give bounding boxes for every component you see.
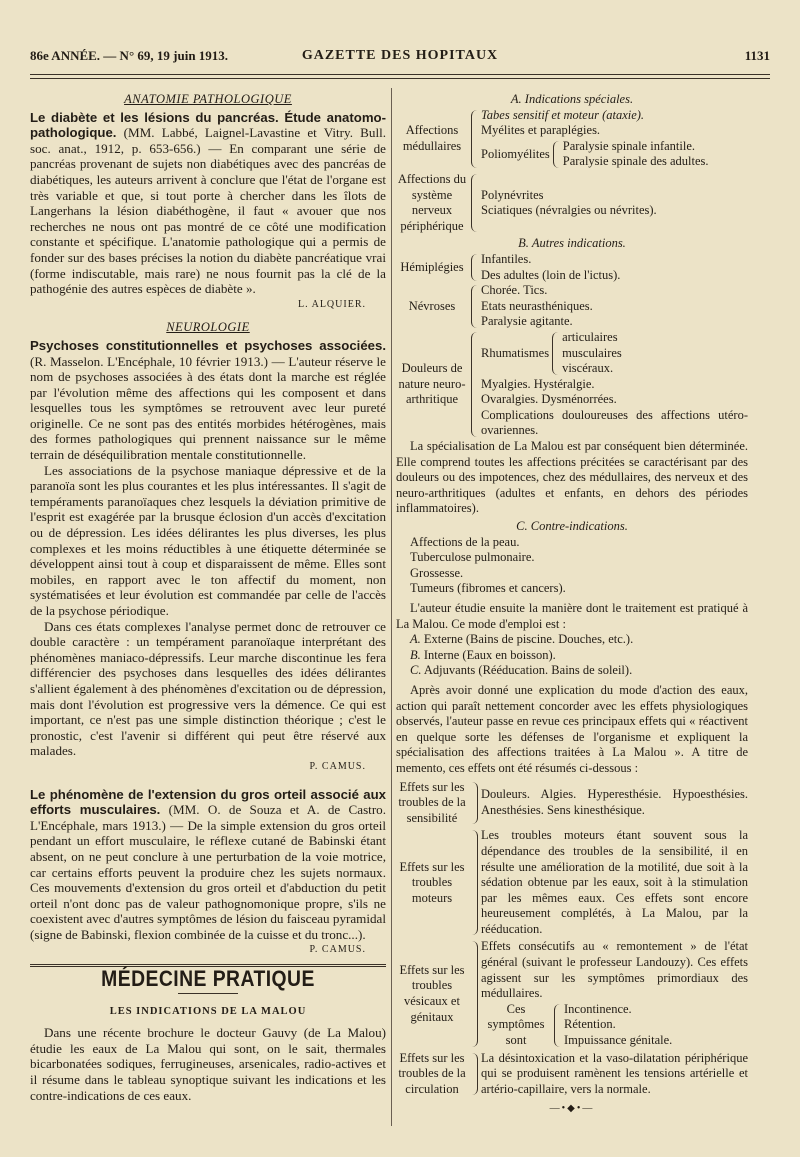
group-label: Névroses xyxy=(408,298,456,313)
contra-item: Grossesse. xyxy=(410,565,464,580)
mode-item: A. Externe (Bains de piscine. Douches, etc.). xyxy=(410,632,634,647)
paragraph: Les associations de la psychose maniaque dépressive et de la paranoïa sont les plus courantes et les plus intéressantes. Il s'agit de tempéraments paranoïaques chez lesquels la déviation primitive de l'esprit est exagérée par la brusque éclosion d'un accès d'excitation ou de dépression. Les idées délirantes les plus diverses, les plus complexes et les moins réductibles à une étiquette déterminée se développent ainsi tout à coup et disparaissent de même. Elles sont mobiles, en rapport avec le ton affectif du moment, non systématisées et leur évolution est commandée par celle de l'accès de la psychose périodique. xyxy=(30,462,386,618)
item: Incontinence. xyxy=(564,1001,632,1016)
article-text: (MM. Labbé, Laignel-Lavastine et Vitry. Bull. soc. anat., 1912, p. 653-656.) — En comparant une série de pancréas provenant de sujets non diabétiques avec des pancréas de diabétiques, les auteurs arrivent à conclure que l'état de l'organe est très variable et que, si tout porte à chercher dans les îlots de Langerhans la lésion diabéthogène, il faut « avouer que nos recherches ne nous ont pas montré de ce côté une modification constante et spécifique. L'anatomie pathologique qui a permis de fonder sur des bases précises la notion du diabète pancréatique vrai (forme indiscutable, mais rare) ne nous fournit pas la clé de la pathogénie des autres espèces de diabète ». xyxy=(30,125,386,297)
paragraph-mode: L'auteur étudie ensuite la manière dont le traitement est pratiqué à La Malou. Ce mode d'emploi est : xyxy=(396,601,748,631)
item: Chorée. Tics. xyxy=(481,283,548,298)
mode-item: B. Interne (Eaux en boisson). xyxy=(410,647,556,662)
page-number: 1131 xyxy=(744,48,770,63)
item: Polynévrites xyxy=(481,187,544,202)
brace xyxy=(472,1053,478,1096)
signature: L. ALQUIER. xyxy=(298,298,366,310)
item: musculaires xyxy=(562,345,622,360)
brace xyxy=(472,830,478,935)
header-rule-bottom xyxy=(30,78,770,79)
page-header xyxy=(30,48,770,68)
item: Complications douloureuses des affections utéro-ovariennes. xyxy=(481,407,748,438)
brace xyxy=(554,1004,560,1047)
article-orteil xyxy=(30,787,386,943)
paragraph: Dans ces états complexes l'analyse permet donc de retrouver ce double caractère : un tempérament paranoïaque interprétant des phénomènes maniaco-dépressifs. Leur marche discontinue les fera différencier des psychoses dans lesquelles des idées délirantes s'allient également à des phénomènes d'excitation ou de dépression, mais dont l'évolution est progressive vers la démence. Ce qui est important, ce n'est pas une simple distinction théorique ; c'est le pronostic, c'est l'avenir si différent qui peut être réservé aux malades. xyxy=(30,618,386,759)
article-title: Le diabète et les lésions du pancréas. Étude anatomo-pathologique. xyxy=(30,109,386,141)
right-column xyxy=(396,92,748,1117)
item: Paralysie agitante. xyxy=(481,314,573,329)
brace xyxy=(552,332,558,375)
heading-c: C. Contre-indications. xyxy=(516,519,628,534)
brace xyxy=(472,782,478,825)
group-items xyxy=(481,188,748,219)
section-medecine-pratique: MÉDECINE PRATIQUE xyxy=(101,966,315,992)
article-title: Psychoses constitutionnelles et psychoses associées. xyxy=(30,337,386,353)
heading-b: B. Autres indications. xyxy=(518,236,626,251)
end-ornament: —•◆•— xyxy=(549,1103,595,1115)
brace xyxy=(471,110,477,168)
issue-info: 86e ANNÉE. — N° 69, 19 juin 1913. xyxy=(30,48,229,63)
item: Sciatiques (névralgies ou névrites). xyxy=(481,203,657,218)
mode-list xyxy=(396,632,748,679)
journal-title: GAZETTE DES HOPITAUX xyxy=(301,48,499,63)
effet-text: La désintoxication et la vaso-dilatation périphérique qui se produisent ramènent les tensions artérielle et artério-capillaire, vers la normale. xyxy=(481,1050,748,1096)
symptomes-group xyxy=(481,1002,748,1049)
heading-a: A. Indications spéciales. xyxy=(510,92,634,106)
effet-label: Effets sur les troubles vésicaux et génitaux xyxy=(399,962,465,1024)
sub-label: Poliomyélites xyxy=(481,146,550,161)
item: Paralysie spinale infantile. xyxy=(562,138,696,153)
item: Impuissance génitale. xyxy=(564,1033,673,1048)
group-label: Affections du système nerveux périphérique xyxy=(397,171,467,233)
effets-circulation xyxy=(396,1051,748,1098)
effet-label: Effets sur les troubles moteurs xyxy=(399,859,465,905)
item: Tabes sensitif et moteur (ataxie). xyxy=(481,107,645,122)
effet-label: Effets sur les troubles de la circulation xyxy=(398,1050,466,1096)
article-subtitle: LES INDICATIONS DE LA MALOU xyxy=(109,1005,307,1017)
article-psychoses xyxy=(30,338,386,463)
brace xyxy=(471,332,477,437)
effets-vesicaux xyxy=(396,939,748,1048)
effet-text: Douleurs. Algies. Hyperesthésie. Hypoesthésies. Anesthésies. Sens kinesthésique. xyxy=(481,787,748,817)
item: articulaires xyxy=(562,329,618,344)
group-label: Hémiplégies xyxy=(400,259,464,274)
group-items xyxy=(481,108,748,170)
article-text: Dans une récente brochure le docteur Gauvy (de La Malou) étudie les eaux de La Malou qui sont, on le sait, thermales bicarbonatées sodiques, ferrugineuses, arsenicales, radio-actives et il résume dans le tableau synoptique suivant les indications et les contre-indications de ces eaux. xyxy=(30,1025,386,1103)
sub-label: Ces symptômes sont xyxy=(487,1001,545,1048)
sub-group-rhumatismes xyxy=(481,330,748,377)
sub-label: Rhumatismes xyxy=(481,345,550,360)
item: viscéraux. xyxy=(562,361,614,376)
brace xyxy=(472,941,478,1046)
article-text: (MM. O. de Souza et A. de Castro. L'Encéphale, mars 1913.) — De la simple extension du gros orteil pendant un effort musculaire, le réflexe cutané de Babinski étant absent, on ne peut conclure à une perturbation de la voie motrice, car certains efforts peuvent la produire chez les sujets normaux. Ces mouvements d'extension du gros orteil et d'abduction du petit orteil n'ont donc pas de valeur pathognomonique propre, s'ils ne coexistent avec d'autres symptômes de lésion du faisceau pyramidal (signe de Babinski, flexion combinée de la cuisse et du tronc...). xyxy=(30,802,386,942)
sub-items xyxy=(564,1002,672,1049)
sub-items xyxy=(562,330,622,377)
left-column xyxy=(30,92,386,1103)
section-neurologie: NEUROLOGIE xyxy=(166,320,250,335)
mode-item: C. Adjuvants (Rééducation. Bains de soleil). xyxy=(410,663,633,678)
group-affections-medullaires xyxy=(396,108,748,170)
signature: P. CAMUS. xyxy=(309,760,366,772)
item: Paralysie spinale des adultes. xyxy=(562,154,709,169)
header-rule-top xyxy=(30,74,770,75)
column-separator xyxy=(391,88,392,1126)
item: Myélites et paraplégies. xyxy=(481,123,601,138)
brace xyxy=(553,141,559,168)
section-anatomie: ANATOMIE PATHOLOGIQUE xyxy=(124,92,292,106)
effet-text: Les troubles moteurs étant souvent sous la dépendance des troubles de la sensibilité, il en résulte une amélioration de la motilité, due soit à la sédation obtenue par les eaux, soit à la stimulation par les mêmes eaux. Ces effets sont encore heureusement complétés, à La Malou, par la rééducation. xyxy=(481,828,748,936)
brace xyxy=(471,285,477,328)
effets-sensibilite xyxy=(396,780,748,827)
group-items xyxy=(481,283,748,330)
group-label: Affections médullaires xyxy=(402,123,462,153)
paragraph-specialisation: La spécialisation de La Malou est par conséquent bien déterminée. Elle comprend toutes les affections précitées se caractérisant par des douleurs ou des impotences, chez des médullaires, des nerveux et des neuro-arthritiques (adultes et enfants, en dehors des périodes inflammatoires). xyxy=(396,439,748,516)
group-label: Douleurs de nature neuro-arthritique xyxy=(398,361,466,407)
article-anatomie xyxy=(30,110,386,297)
group-items xyxy=(481,252,748,283)
group-items xyxy=(481,330,748,439)
effet-label: Effets sur les troubles de la sensibilité xyxy=(398,779,466,825)
contra-item: Affections de la peau. xyxy=(410,534,520,549)
item: Etats neurasthéniques. xyxy=(481,298,593,313)
item: Des adultes (loin de l'ictus). xyxy=(481,267,621,282)
title-underline xyxy=(178,993,238,994)
sub-items xyxy=(563,139,709,170)
item: Rétention. xyxy=(564,1017,616,1032)
contra-item: Tumeurs (fibromes et cancers). xyxy=(410,581,566,596)
brace xyxy=(471,174,477,232)
effet-content xyxy=(481,939,748,1048)
group-nevroses xyxy=(396,283,748,330)
brace xyxy=(471,254,477,281)
article-text: (R. Masselon. L'Encéphale, 10 février 1913.) — L'auteur réserve le nom de psychoses associées à des états dont la marche est réglée par l'évolution même des affections qui les composent et dans lesquelles tous les symptômes se retrouvent avec leur pureté originelle. Ce ne sont pas des entités morbides hétérogènes, mais des formes pathologiques qui prennent naissance sur le même terrain de déséquilibration mentale constitutionnelle. xyxy=(30,353,386,463)
signature: P. CAMUS. xyxy=(309,944,366,956)
contra-item: Tuberculose pulmonaire. xyxy=(410,550,535,565)
group-systeme-nerveux xyxy=(396,172,748,234)
item: Myalgies. Hystéralgie. xyxy=(481,376,595,391)
sub-group-poliomyelites xyxy=(481,139,748,170)
group-douleurs xyxy=(396,330,748,439)
item: Ovaralgies. Dysménorrées. xyxy=(481,392,617,407)
item: Infantiles. xyxy=(481,251,532,266)
paragraph-explication: Après avoir donné une explication du mode d'action des eaux, action qui paraît nettement concorder avec les effets physiologiques observés, l'auteur passe en revue ces principaux effets qui « réactivent en quelque sorte les défenses de l'organisme et expliquent la spécialisation des affections traitées à La Malou ». A titre de memento, ces effets ont été résumés ci-dessous : xyxy=(396,682,748,775)
effet-text: Effets consécutifs au « remontement » de l'état général (suivant le professeur Landouzy). Ces effets agissent sur les symptômes primordiaux des médullaires. xyxy=(481,939,748,1001)
contra-list xyxy=(396,535,748,597)
group-hemiplegies xyxy=(396,252,748,283)
article-title: Le phénomène de l'extension du gros orteil associé aux efforts musculaires. xyxy=(30,786,386,818)
effets-moteurs xyxy=(396,828,748,937)
